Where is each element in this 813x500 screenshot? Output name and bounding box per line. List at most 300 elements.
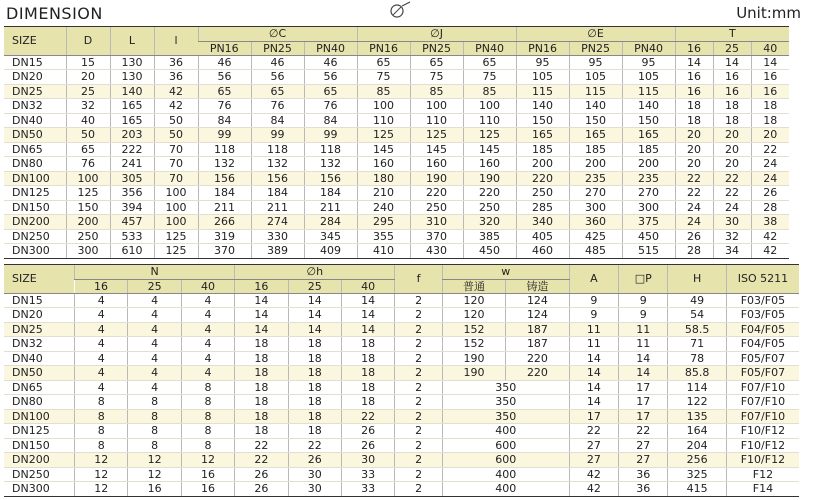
sub-header: PN40: [304, 41, 357, 55]
table-cell: 184: [198, 186, 251, 201]
table-cell: 20: [675, 128, 713, 143]
table-cell: 2: [395, 366, 442, 381]
table-cell: 152: [442, 322, 505, 337]
table-cell: 30: [713, 215, 751, 230]
table-cell: 65: [357, 55, 410, 70]
sub-header: PN25: [569, 41, 622, 55]
table-cell: 241: [110, 157, 154, 172]
table-cell: 9: [569, 293, 618, 308]
table-cell: 14: [569, 380, 618, 395]
table-cell: 345: [304, 229, 357, 244]
table-cell: 4: [75, 366, 128, 381]
table-cell: 26: [288, 453, 341, 468]
table-cell: 22: [675, 186, 713, 201]
table-cell: 8: [75, 438, 128, 453]
sub-header: PN16: [198, 41, 251, 55]
table-cell: 2: [395, 380, 442, 395]
table-cell: 12: [75, 467, 128, 482]
table-cell: 460: [516, 244, 569, 259]
table-cell: 18: [235, 351, 288, 366]
table-cell: 20: [675, 142, 713, 157]
table-cell: 49: [668, 293, 726, 308]
sub-header: 40: [341, 279, 394, 293]
table-cell: 65: [251, 84, 304, 99]
size-cell: DN200: [4, 215, 66, 230]
table-cell: 4: [181, 351, 234, 366]
table-cell: 187: [506, 322, 569, 337]
table-cell: 18: [288, 351, 341, 366]
table-row: [4, 244, 789, 259]
table-cell: 24: [751, 157, 789, 172]
table-cell: F03/F05: [726, 308, 799, 323]
table-cell: F07/F10: [726, 380, 799, 395]
table-row: [4, 366, 799, 381]
table-cell: 409: [304, 244, 357, 259]
table-cell: 305: [110, 171, 154, 186]
table-cell: 110: [410, 113, 463, 128]
col-header-d: D: [66, 27, 110, 56]
dimension-table-2: [4, 264, 799, 497]
sub-header: 16: [675, 41, 713, 55]
table-row: [4, 409, 799, 424]
table-cell: 125: [357, 128, 410, 143]
table-cell: 132: [251, 157, 304, 172]
table-cell: 22: [341, 409, 394, 424]
table-cell: 375: [622, 215, 675, 230]
table-cell: 220: [506, 351, 569, 366]
table-row: [4, 380, 799, 395]
table-row: [4, 215, 789, 230]
unit-label: Unit:mm: [736, 4, 801, 22]
table-cell: 24: [751, 171, 789, 186]
table-cell: 16: [713, 84, 751, 99]
table-cell: 8: [75, 395, 128, 410]
table-cell: 24: [713, 200, 751, 215]
size-cell: DN65: [4, 380, 75, 395]
table-cell: 95: [569, 55, 622, 70]
size-cell: DN80: [4, 395, 75, 410]
table-cell: 50: [66, 128, 110, 143]
table-cell: 105: [569, 70, 622, 85]
table-cell: 18: [288, 366, 341, 381]
table-cell: 156: [251, 171, 304, 186]
table-row: [4, 351, 799, 366]
table-cell: 152: [442, 337, 505, 352]
table-cell: 2: [395, 351, 442, 366]
table-cell: 75: [410, 70, 463, 85]
table-cell: 389: [251, 244, 304, 259]
table-cell: 190: [410, 171, 463, 186]
table-cell: 20: [713, 128, 751, 143]
table-cell: 20: [713, 142, 751, 157]
table-cell: 274: [251, 215, 304, 230]
table-cell: 4: [75, 380, 128, 395]
table-cell: 2: [395, 424, 442, 439]
table-1-body: [4, 55, 789, 258]
table-cell: 140: [516, 99, 569, 114]
table-cell: 65: [304, 84, 357, 99]
table-cell: 12: [128, 453, 181, 468]
table-cell: 8: [181, 424, 234, 439]
table-cell: 4: [181, 366, 234, 381]
sub-header: 铸造: [506, 279, 569, 293]
table-cell: 200: [622, 157, 675, 172]
table-cell: 160: [357, 157, 410, 172]
table-row: [4, 70, 789, 85]
table-cell: 2: [395, 337, 442, 352]
table-cell: 17: [569, 409, 618, 424]
table-cell: 222: [110, 142, 154, 157]
table-row: [4, 113, 789, 128]
table-cell: 18: [288, 395, 341, 410]
table-cell: 50: [154, 113, 198, 128]
table-cell: 16: [181, 482, 234, 497]
table-cell: 118: [304, 142, 357, 157]
table-row: [4, 293, 799, 308]
table-cell: 17: [619, 380, 668, 395]
col-header-l: L: [110, 27, 154, 56]
table-cell: 130: [110, 70, 154, 85]
size-cell: DN250: [4, 467, 75, 482]
table-cell: 16: [751, 70, 789, 85]
table-cell: 285: [516, 200, 569, 215]
sub-header: 16: [235, 279, 288, 293]
table-cell: 295: [357, 215, 410, 230]
table-row: [4, 322, 799, 337]
table-cell: 14: [288, 293, 341, 308]
table-cell: 204: [668, 438, 726, 453]
table-cell: 110: [357, 113, 410, 128]
table-cell: F12: [726, 467, 799, 482]
table-cell: 12: [75, 482, 128, 497]
table-cell: 14: [341, 322, 394, 337]
table-cell: 400: [442, 482, 569, 497]
table-cell: 450: [463, 244, 516, 259]
size-cell: DN32: [4, 337, 75, 352]
size-cell: DN25: [4, 322, 75, 337]
table-cell: F03/F05: [726, 293, 799, 308]
table-cell: 356: [110, 186, 154, 201]
size-cell: DN100: [4, 409, 75, 424]
table-cell: 210: [357, 186, 410, 201]
table-cell: 8: [75, 409, 128, 424]
table-cell: 26: [235, 482, 288, 497]
table-cell: 400: [442, 424, 569, 439]
size-cell: DN250: [4, 229, 66, 244]
table-cell: 430: [410, 244, 463, 259]
table-cell: 71: [668, 337, 726, 352]
table-row: [4, 186, 789, 201]
table-cell: 2: [395, 409, 442, 424]
table-cell: 156: [304, 171, 357, 186]
table-cell: 18: [288, 424, 341, 439]
table-cell: 17: [619, 409, 668, 424]
table-cell: 56: [198, 70, 251, 85]
table-cell: 36: [619, 482, 668, 497]
table-cell: 76: [198, 99, 251, 114]
table-cell: 18: [288, 380, 341, 395]
table-row: [4, 55, 789, 70]
table-cell: 28: [751, 200, 789, 215]
table-cell: 184: [251, 186, 304, 201]
dimension-table-1: [4, 26, 789, 259]
table-cell: 400: [442, 467, 569, 482]
table-cell: 100: [463, 99, 516, 114]
table-cell: 100: [66, 171, 110, 186]
table-cell: 4: [128, 380, 181, 395]
table-cell: 84: [198, 113, 251, 128]
table-cell: 410: [357, 244, 410, 259]
table-cell: 150: [516, 113, 569, 128]
table-cell: 24: [675, 215, 713, 230]
col-header-n: N: [75, 265, 235, 280]
table-cell: 16: [128, 482, 181, 497]
table-cell: 360: [569, 215, 622, 230]
table-cell: 56: [251, 70, 304, 85]
table-cell: 14: [675, 55, 713, 70]
table-cell: 40: [66, 113, 110, 128]
table-cell: F04/F05: [726, 337, 799, 352]
table-cell: 100: [154, 215, 198, 230]
table-cell: 14: [288, 322, 341, 337]
table-cell: 2: [395, 482, 442, 497]
table-cell: 515: [622, 244, 675, 259]
table-cell: 32: [713, 229, 751, 244]
table-cell: 26: [341, 438, 394, 453]
table-cell: F05/F07: [726, 351, 799, 366]
table-cell: 533: [110, 229, 154, 244]
table-cell: 22: [713, 171, 751, 186]
table-cell: 27: [569, 453, 618, 468]
table-cell: 122: [668, 395, 726, 410]
table-cell: 46: [304, 55, 357, 70]
table-cell: 18: [751, 99, 789, 114]
table-cell: 120: [442, 308, 505, 323]
table-cell: 16: [181, 467, 234, 482]
table-cell: 425: [569, 229, 622, 244]
table-cell: 12: [75, 453, 128, 468]
table-cell: 18: [751, 113, 789, 128]
sub-header: PN16: [357, 41, 410, 55]
table-cell: 4: [181, 337, 234, 352]
table-cell: 26: [341, 424, 394, 439]
table-cell: 33: [341, 467, 394, 482]
table-cell: 270: [569, 186, 622, 201]
col-header-size-2: SIZE: [4, 265, 75, 294]
table-cell: 42: [569, 482, 618, 497]
table-cell: 4: [128, 322, 181, 337]
table-cell: 125: [410, 128, 463, 143]
table-cell: 14: [619, 351, 668, 366]
table-cell: 50: [154, 128, 198, 143]
sub-header: 25: [288, 279, 341, 293]
table-cell: 145: [357, 142, 410, 157]
table-cell: 250: [66, 229, 110, 244]
table-cell: 350: [442, 380, 569, 395]
col-header-size: SIZE: [4, 27, 66, 56]
table-cell: 85: [357, 84, 410, 99]
table-cell: 58.5: [668, 322, 726, 337]
table-cell: 256: [668, 453, 726, 468]
table-cell: 34: [713, 244, 751, 259]
table-cell: 4: [128, 366, 181, 381]
table-cell: 165: [110, 99, 154, 114]
table-cell: 250: [516, 186, 569, 201]
table-cell: 42: [569, 467, 618, 482]
table-cell: 310: [410, 215, 463, 230]
col-header-p: □P: [619, 265, 668, 294]
table-row: [4, 229, 789, 244]
table-cell: 18: [341, 337, 394, 352]
table-cell: 56: [304, 70, 357, 85]
table-cell: 17: [619, 395, 668, 410]
table-cell: 132: [198, 157, 251, 172]
table-cell: 95: [516, 55, 569, 70]
sub-header: 40: [181, 279, 234, 293]
size-cell: DN15: [4, 55, 66, 70]
table-cell: 14: [341, 308, 394, 323]
table-cell: 99: [304, 128, 357, 143]
table-cell: 99: [251, 128, 304, 143]
col-header-c: ∅C: [198, 27, 357, 42]
table-cell: 211: [251, 200, 304, 215]
table-cell: 350: [442, 395, 569, 410]
table-cell: 18: [675, 113, 713, 128]
table-cell: 22: [235, 438, 288, 453]
table-cell: 27: [619, 438, 668, 453]
table-cell: 20: [713, 157, 751, 172]
col-header-w: w: [442, 265, 569, 280]
size-cell: DN300: [4, 244, 66, 259]
table-cell: 118: [198, 142, 251, 157]
size-cell: DN80: [4, 157, 66, 172]
table-cell: 100: [154, 200, 198, 215]
table-cell: 100: [410, 99, 463, 114]
table-cell: 266: [198, 215, 251, 230]
table-cell: 415: [668, 482, 726, 497]
table-cell: 200: [66, 215, 110, 230]
size-cell: DN100: [4, 171, 66, 186]
table-cell: 125: [154, 244, 198, 259]
size-cell: DN125: [4, 186, 66, 201]
size-cell: DN25: [4, 84, 66, 99]
table-cell: 4: [128, 308, 181, 323]
table-cell: 42: [154, 99, 198, 114]
table-cell: 8: [181, 438, 234, 453]
table-cell: 325: [668, 467, 726, 482]
table-cell: 150: [66, 200, 110, 215]
table-cell: 4: [75, 322, 128, 337]
table-cell: 46: [198, 55, 251, 70]
table-cell: 18: [675, 99, 713, 114]
table-cell: 30: [288, 467, 341, 482]
table-cell: 200: [569, 157, 622, 172]
table-cell: 12: [181, 453, 234, 468]
table-cell: 135: [668, 409, 726, 424]
table-cell: 8: [128, 438, 181, 453]
size-cell: DN150: [4, 200, 66, 215]
table-cell: 65: [66, 142, 110, 157]
table-cell: 140: [110, 84, 154, 99]
table-row: [4, 99, 789, 114]
table-cell: 15: [66, 55, 110, 70]
size-cell: DN65: [4, 142, 66, 157]
table-cell: 9: [619, 293, 668, 308]
table-row: [4, 482, 799, 497]
table-cell: 18: [341, 380, 394, 395]
table-cell: 99: [198, 128, 251, 143]
table-cell: 190: [463, 171, 516, 186]
table-cell: 42: [751, 244, 789, 259]
table-row: [4, 84, 789, 99]
table-cell: 20: [751, 128, 789, 143]
table-cell: 18: [288, 337, 341, 352]
table-cell: 4: [128, 351, 181, 366]
table-cell: 18: [288, 409, 341, 424]
table-cell: 14: [341, 293, 394, 308]
table-cell: 27: [569, 438, 618, 453]
table-cell: 8: [128, 395, 181, 410]
table-cell: 405: [516, 229, 569, 244]
sub-header: 40: [751, 41, 789, 55]
table-cell: 190: [442, 366, 505, 381]
table-cell: 18: [713, 99, 751, 114]
table-cell: 22: [619, 424, 668, 439]
table-cell: 2: [395, 438, 442, 453]
table-cell: 203: [110, 128, 154, 143]
dimension-title: DIMENSION: [6, 4, 103, 23]
table-cell: 211: [198, 200, 251, 215]
table-cell: 100: [357, 99, 410, 114]
table-cell: 85.8: [668, 366, 726, 381]
table-cell: 24: [675, 200, 713, 215]
table-cell: 46: [251, 55, 304, 70]
table-cell: 180: [357, 171, 410, 186]
table-cell: 2: [395, 467, 442, 482]
table-cell: F10/F12: [726, 438, 799, 453]
table-cell: 125: [154, 229, 198, 244]
table-row: [4, 453, 799, 468]
table-cell: 250: [463, 200, 516, 215]
table-cell: 84: [251, 113, 304, 128]
table-cell: F07/F10: [726, 409, 799, 424]
table-cell: 20: [675, 157, 713, 172]
table-cell: 120: [442, 293, 505, 308]
table-cell: 184: [304, 186, 357, 201]
size-cell: DN40: [4, 113, 66, 128]
size-cell: DN32: [4, 99, 66, 114]
table-row: [4, 157, 789, 172]
table-cell: 16: [675, 70, 713, 85]
table-cell: 160: [410, 157, 463, 172]
table-cell: 4: [75, 337, 128, 352]
table-cell: 300: [66, 244, 110, 259]
table-cell: 211: [304, 200, 357, 215]
table-cell: 200: [516, 157, 569, 172]
table-cell: 300: [569, 200, 622, 215]
table-cell: 8: [181, 395, 234, 410]
table-cell: 42: [154, 84, 198, 99]
size-cell: DN125: [4, 424, 75, 439]
table-cell: 22: [569, 424, 618, 439]
size-cell: DN150: [4, 438, 75, 453]
table-row: [4, 200, 789, 215]
table-cell: 355: [357, 229, 410, 244]
table-cell: 132: [304, 157, 357, 172]
table-cell: 26: [235, 467, 288, 482]
table-cell: 70: [154, 142, 198, 157]
table-row: [4, 308, 799, 323]
